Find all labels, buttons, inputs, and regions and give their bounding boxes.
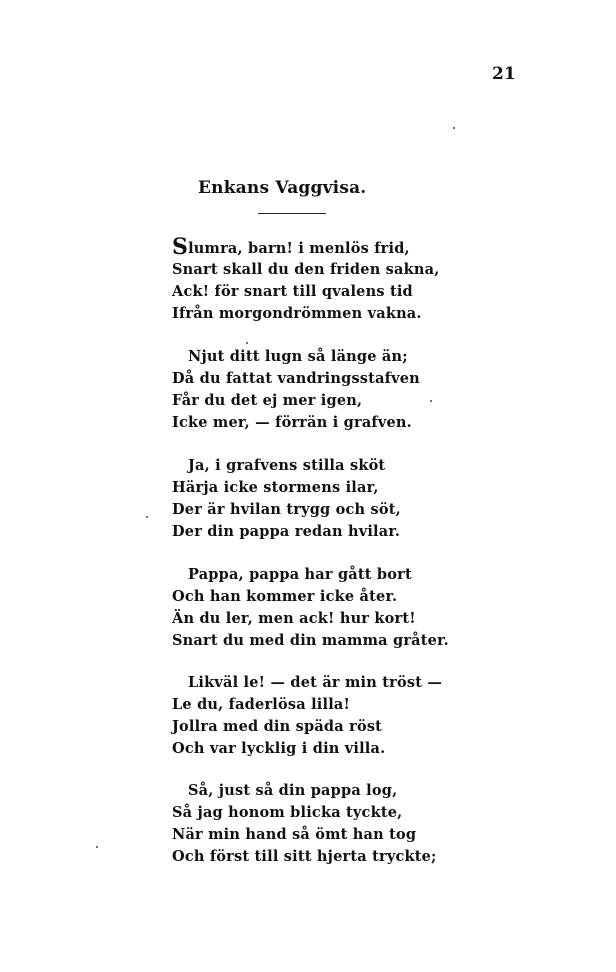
poem-line: Icke mer, — förrän i grafven. [172, 414, 412, 431]
stanza-2 [172, 346, 452, 434]
print-speck [246, 342, 248, 344]
poem-line: Pappa, pappa har gått bort [188, 566, 412, 583]
print-speck [146, 516, 148, 518]
poem-line-text: lumra, barn! i menlös frid, [188, 240, 410, 257]
print-speck [96, 846, 98, 848]
poem-line: Njut ditt lugn så länge än; [188, 348, 408, 365]
poem-line [172, 234, 452, 260]
poem-line: Snart du med din mamma gråter. [172, 632, 449, 649]
print-speck [453, 127, 455, 129]
poem-line: Får du det ej mer igen, [172, 392, 363, 409]
stanza-5 [172, 672, 452, 760]
stanza-4 [172, 564, 452, 652]
poem-line: När min hand så ömt han tog [172, 826, 417, 843]
poem-line: Likväl le! — det är min tröst — [188, 674, 443, 691]
drop-cap: S [172, 234, 189, 260]
print-speck [430, 400, 432, 402]
poem-line: Ja, i grafvens stilla sköt [188, 457, 386, 474]
poem-line: Så, just så din pappa log, [188, 782, 398, 799]
poem-line: Och först till sitt hjerta tryckte; [172, 848, 437, 865]
poem-line: Ifrån morgondrömmen vakna. [172, 305, 422, 322]
poem-line: Härja icke stormens ilar, [172, 479, 379, 496]
poem-line: Le du, faderlösa lilla! [172, 696, 351, 713]
poem-line: Och var lycklig i din villa. [172, 740, 386, 757]
stanza-6 [172, 780, 452, 868]
stanza-1 [172, 234, 452, 325]
poem-line: Der din pappa redan hvilar. [172, 523, 401, 540]
poem-line: Ack! för snart till qvalens tid [172, 283, 413, 300]
stanza-3 [172, 455, 452, 543]
page-number: 21 [492, 64, 516, 84]
poem-line: Då du fattat vandringsstafven [172, 370, 420, 387]
poem-line: Än du ler, men ack! hur kort! [172, 610, 416, 627]
poem-line: Så jag honom blicka tyckte, [172, 804, 403, 821]
title-divider [258, 213, 326, 214]
poem-line: Och han kommer icke åter. [172, 588, 398, 605]
poem-line: Jollra med din späda röst [172, 718, 383, 735]
poem-title: Enkans Vaggvisa. [198, 178, 367, 198]
poem-line: Der är hvilan trygg och söt, [172, 501, 401, 518]
poem-line: Snart skall du den friden sakna, [172, 261, 440, 278]
